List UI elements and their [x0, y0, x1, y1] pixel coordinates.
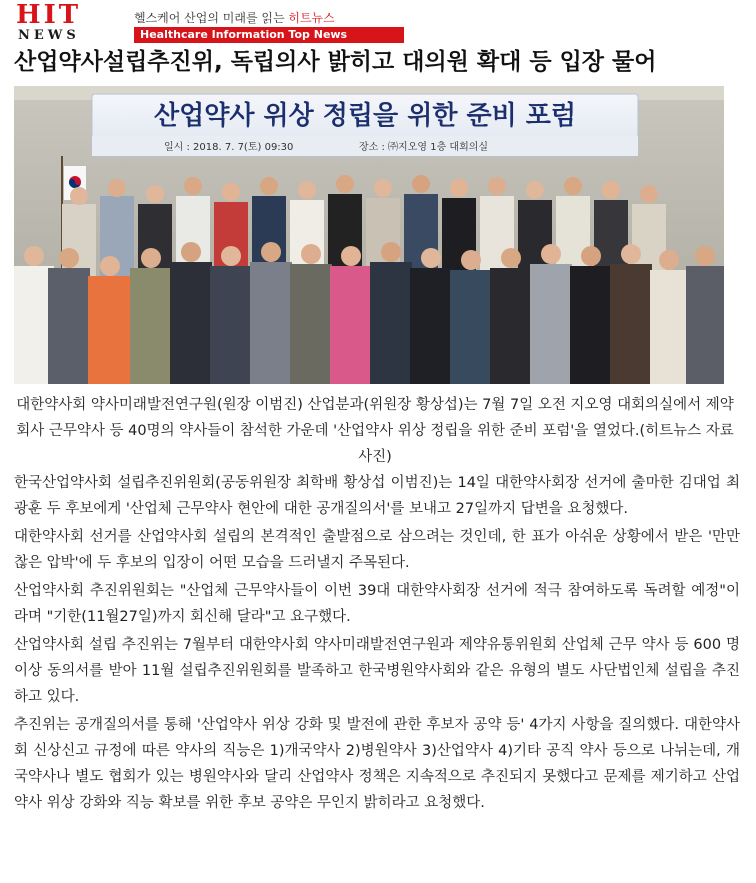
article-headline: 산업약사설립추진위, 독립의사 밝히고 대의원 확대 등 입장 물어: [14, 49, 657, 75]
article-photo: [14, 86, 724, 384]
slogan-text: 헬스케어 산업의 미래를 읽는: [134, 11, 289, 25]
slogan-brand: 히트뉴스: [288, 11, 335, 25]
article-paragraph: 한국산업약사회 설립추진위원회(공동위원장 최학배 황상섭 이범진)는 14일 대한약사회장 선거에 출마한 김대업 최광훈 두 후보에게 '산업체 근무약사 현안에 대한 공개질의서'를 보내고 27일까지 답변을 요청했다.: [14, 475, 740, 517]
photo-banner-venue: 장소 : ㈜지오영 1층 대회의실: [359, 142, 489, 153]
article-paragraph: 산업약사회 추진위원회는 "산업체 근무약사들이 이번 39대 대한약사회장 선거에 적극 참여하도록 독려할 예정"이라며 "기한(11월27일)까지 회신해 달라"고 요구했다.: [14, 583, 740, 625]
photo-banner-title: 산업약사 위상 정립을 위한 준비 포럼: [154, 101, 576, 131]
group-photo-attendees: [14, 175, 724, 384]
logo-news: NEWS: [18, 28, 80, 43]
english-tagline: Healthcare Information Top News: [134, 27, 404, 43]
logo-hit[interactable]: HIT: [16, 0, 82, 30]
article-paragraph: 추진위는 공개질의서를 통해 '산업약사 위상 강화 및 발전에 관한 후보자 공약 등' 4가지 사항을 질의했다. 대한약사회 신상신고 규정에 따른 약사의 직능은 1)개국약사 2)병원약사 3)산업약사 4)기타 공직 약사 등으로 나뉘는데, 개국약사나 별도 협회가 있는 병원약사와 달리 산업약사 정책은 지속적으로 추진되지 못했다고 문제를 제기하고 산업약사 위상 강화와 직능 확보를 위한 후보 공약은 무인지 밝히라고 요청했다.: [14, 717, 740, 811]
article-paragraph: 산업약사회 설립 추진위는 7월부터 대한약사회 약사미래발전연구원과 제약유통위원회 산업체 근무 약사 등 600 명 이상 동의서를 받아 11월 설립추진위원회를 발족하고 한국병원약사회와 같은 유형의 별도 사단법인체 설립을 추진하고 있다.: [14, 637, 740, 705]
article-body: [14, 470, 740, 818]
masthead: [16, 2, 436, 46]
photo-caption: 대한약사회 약사미래발전연구원(원장 이범진) 산업분과(위원장 황상섭)는 7월 7일 오전 지오영 대회의실에서 제약회사 근무약사 등 40명의 약사들이 참석한 가운데 '산업약사 위상 정립을 위한 준비 포럼'을 열었다.(히트뉴스 자료사진): [16, 397, 734, 465]
article-paragraph: 대한약사회 선거를 산업약사회 설립의 본격적인 출발점으로 삼으려는 것인데, 한 표가 아쉬운 상황에서 받은 '만만찮은 압박'에 두 후보의 입장이 어떤 모습을 드러낼지 주목된다.: [14, 529, 740, 571]
masthead-slogan: [134, 9, 335, 26]
photo-banner-date: 일시 : 2018. 7. 7(토) 09:30: [164, 142, 294, 153]
